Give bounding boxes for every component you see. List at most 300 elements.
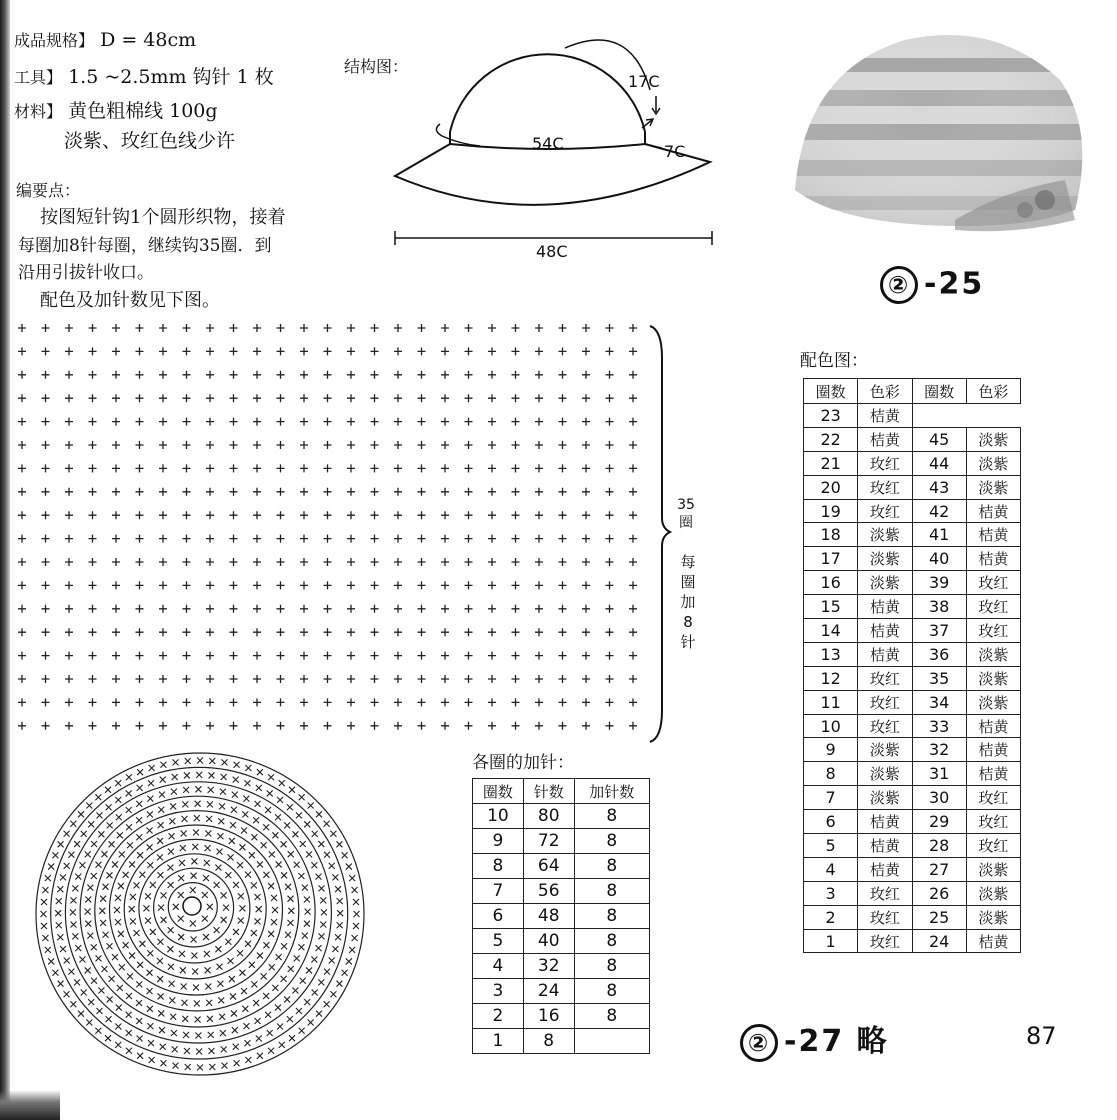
stitch-mark <box>277 371 285 379</box>
stitch-mark <box>136 488 144 496</box>
stitch-mark <box>277 511 285 519</box>
stitch-mark <box>206 1000 212 1006</box>
stitch-mark <box>101 851 107 857</box>
table-row <box>804 571 1021 595</box>
stitch-mark <box>394 698 402 706</box>
increase-table <box>472 778 650 1054</box>
cell: 淡紫 <box>966 666 1020 690</box>
stitch-mark <box>234 762 240 768</box>
stitch-mark <box>136 324 144 332</box>
stitch-mark <box>277 418 285 426</box>
stitch-mark <box>606 347 614 355</box>
stitch-mark <box>230 675 238 683</box>
stitch-mark <box>48 958 54 964</box>
stitch-mark <box>245 1057 251 1063</box>
stitch-mark <box>441 347 449 355</box>
cell: 桔黄 <box>966 929 1020 953</box>
stitch-mark <box>441 464 449 472</box>
stitch-mark <box>204 860 210 866</box>
table-row <box>804 834 1021 858</box>
stitch-mark <box>89 722 97 730</box>
stitch-mark <box>65 628 73 636</box>
stitch-mark <box>42 558 50 566</box>
stitch-mark <box>178 934 184 940</box>
stitch-mark <box>277 698 285 706</box>
stitch-mark <box>281 841 287 847</box>
stitch-mark <box>106 1016 112 1022</box>
stitch-mark <box>89 464 97 472</box>
cell: 13 <box>804 642 858 666</box>
cell: 5 <box>804 834 858 858</box>
stitch-mark <box>244 780 250 786</box>
cell: 10 <box>804 714 858 738</box>
stitch-mark <box>253 652 261 660</box>
stitch-mark <box>315 874 321 880</box>
stitch-mark <box>277 652 285 660</box>
stitch-mark <box>302 885 308 891</box>
stitch-mark <box>89 605 97 613</box>
stitch-mark <box>18 652 26 660</box>
stitch-mark <box>208 787 214 793</box>
stitch-mark <box>257 861 263 867</box>
stitch-mark <box>225 939 231 945</box>
stitch-mark <box>347 675 355 683</box>
stitch-mark <box>245 872 251 878</box>
stitch-mark <box>183 698 191 706</box>
stitch-mark <box>535 652 543 660</box>
stitch-mark <box>136 1000 142 1006</box>
stitch-mark <box>88 821 94 827</box>
stitch-mark <box>629 347 637 355</box>
stitch-mark <box>119 851 125 857</box>
cell: 26 <box>912 881 966 905</box>
round-line <box>154 868 234 947</box>
stitch-mark <box>239 970 245 976</box>
stitch-mark <box>85 967 91 973</box>
stitch-mark <box>371 324 379 332</box>
stitch-mark <box>159 652 167 660</box>
stitch-mark <box>394 652 402 660</box>
stitch-mark <box>268 883 274 889</box>
stitch-mark <box>535 698 543 706</box>
stitch-mark <box>126 993 132 999</box>
stitch-mark <box>582 371 590 379</box>
stitch-mark <box>181 984 187 990</box>
stitch-mark <box>629 698 637 706</box>
stitch-mark <box>85 897 91 903</box>
stitch-mark <box>287 920 293 926</box>
stitch-mark <box>629 722 637 730</box>
stitch-mark <box>512 464 520 472</box>
stitch-mark <box>206 347 214 355</box>
stitch-mark <box>106 804 112 810</box>
stitch-mark <box>129 861 135 867</box>
stitch-mark <box>337 898 343 904</box>
stitch-mark <box>183 535 191 543</box>
stitch-mark <box>112 511 120 519</box>
stitch-mark <box>159 581 167 589</box>
stitch-mark <box>559 324 567 332</box>
stitch-mark <box>535 535 543 543</box>
stitch-mark <box>183 675 191 683</box>
cell: 8 <box>574 929 649 954</box>
stitch-mark <box>488 371 496 379</box>
stitch-mark <box>173 759 179 765</box>
stitch-mark <box>324 698 332 706</box>
stitch-mark <box>324 488 332 496</box>
stitch-mark <box>196 772 202 778</box>
stitch-mark <box>126 1048 132 1054</box>
stitch-mark <box>18 371 26 379</box>
stitch-mark <box>18 324 26 332</box>
notes-title: 编要点： <box>16 181 81 200</box>
stitch-mark <box>230 993 236 999</box>
stitch-mark <box>237 862 243 868</box>
stitch-mark <box>320 921 326 927</box>
stitch-mark <box>465 698 473 706</box>
table-row <box>804 881 1021 905</box>
stitch-mark <box>136 675 144 683</box>
cell: 2 <box>473 1004 524 1029</box>
stitch-mark <box>488 535 496 543</box>
stitch-mark <box>136 347 144 355</box>
stitch-mark <box>441 371 449 379</box>
stitch-mark <box>206 371 214 379</box>
stitch-mark <box>220 1030 226 1036</box>
stitch-mark <box>582 652 590 660</box>
stitch-mark <box>136 464 144 472</box>
stitch-mark <box>74 841 80 847</box>
stitch-mark <box>371 371 379 379</box>
stitch-mark <box>465 675 473 683</box>
stitch-mark <box>418 488 426 496</box>
stitch-mark <box>441 605 449 613</box>
stitch-mark <box>347 722 355 730</box>
cell: 8 <box>574 854 649 879</box>
cell: 桔黄 <box>966 523 1020 547</box>
stitch-mark <box>65 605 73 613</box>
stitch-mark <box>337 910 343 916</box>
stitch-mark <box>253 441 261 449</box>
stitch-mark <box>465 418 473 426</box>
notes-line-4: 配色及加针数见下图。 <box>40 290 220 311</box>
stitch-mark <box>535 581 543 589</box>
stitch-mark <box>535 324 543 332</box>
increase-note: 每圈加8针 <box>680 553 696 651</box>
stitch-mark <box>96 1008 102 1014</box>
stitch-mark <box>217 833 223 839</box>
table-row <box>473 854 650 879</box>
stitch-mark <box>304 897 310 903</box>
stitch-mark <box>196 1049 202 1055</box>
stitch-mark <box>116 1005 122 1011</box>
stitch-mark <box>18 581 26 589</box>
stitch-mark <box>300 978 306 984</box>
stitch-mark <box>559 441 567 449</box>
stitch-mark <box>241 988 247 994</box>
stitch-mark <box>112 371 120 379</box>
stitch-mark <box>230 488 238 496</box>
stitch-mark <box>126 774 132 780</box>
stitch-mark <box>230 324 238 332</box>
stitch-mark <box>253 675 261 683</box>
stitch-mark <box>230 511 238 519</box>
stitch-mark <box>183 787 189 793</box>
stitch-mark <box>582 605 590 613</box>
stitch-mark <box>91 978 97 984</box>
stitch-mark <box>629 558 637 566</box>
stitch-mark <box>88 999 94 1005</box>
stitch-mark <box>207 904 213 910</box>
stitch-mark <box>42 441 50 449</box>
stitch-mark <box>139 872 145 878</box>
stitch-mark <box>42 605 50 613</box>
stitch-mark <box>181 816 187 822</box>
stitch-mark <box>324 581 332 589</box>
stitch-mark <box>86 1020 92 1026</box>
cell: 桔黄 <box>858 834 912 858</box>
stitch-mark <box>304 999 310 1005</box>
stitch-mark <box>559 675 567 683</box>
stitch-mark <box>192 969 198 975</box>
stitch-mark <box>300 722 308 730</box>
stitch-mark <box>465 347 473 355</box>
cell: 25 <box>912 905 966 929</box>
color-header-rounds-2: 圈数 <box>912 379 966 404</box>
stitch-mark <box>371 652 379 660</box>
stitch-mark <box>265 807 271 813</box>
stitch-mark <box>271 919 277 925</box>
stitch-mark <box>130 918 136 924</box>
stitch-mark <box>606 488 614 496</box>
stitch-mark <box>324 821 330 827</box>
stitch-mark <box>159 605 167 613</box>
stitch-mark <box>136 581 144 589</box>
stitch-mark <box>157 939 163 945</box>
table-row <box>804 810 1021 834</box>
stitch-mark <box>239 905 245 911</box>
stitch-mark <box>136 981 142 987</box>
stitch-mark <box>137 785 143 791</box>
stitch-mark <box>107 822 113 828</box>
stitch-mark <box>65 394 73 402</box>
cell: 淡紫 <box>858 571 912 595</box>
stitch-mark <box>202 892 208 898</box>
stitch-mark <box>441 394 449 402</box>
stitch-mark <box>65 558 73 566</box>
stitch-mark <box>330 991 336 997</box>
stitch-mark <box>353 923 359 929</box>
stitch-mark <box>85 921 91 927</box>
stitch-mark <box>105 1035 111 1041</box>
stitch-mark <box>253 817 259 823</box>
cell: 36 <box>912 642 966 666</box>
stitch-mark <box>72 933 78 939</box>
stitch-mark <box>119 964 125 970</box>
stitch-mark <box>347 347 355 355</box>
stitch-mark <box>193 985 199 991</box>
stitch-mark <box>337 922 343 928</box>
stitch-mark <box>465 441 473 449</box>
stitch-mark <box>267 1030 273 1036</box>
stitch-mark <box>606 581 614 589</box>
stitch-mark <box>114 907 120 913</box>
cell: 64 <box>523 854 574 879</box>
stitch-mark <box>136 628 144 636</box>
stitch-mark <box>294 955 300 961</box>
table-row <box>804 666 1021 690</box>
stitch-mark <box>371 488 379 496</box>
stitch-mark <box>159 698 167 706</box>
stitch-mark <box>272 832 278 838</box>
cell: 玫红 <box>858 714 912 738</box>
stitch-mark <box>168 882 174 888</box>
stitch-mark <box>232 1027 238 1033</box>
cell: 8 <box>574 804 649 829</box>
stitch-mark <box>42 675 50 683</box>
stitch-mark <box>488 581 496 589</box>
stitch-mark <box>245 765 251 771</box>
stitch-mark <box>206 464 214 472</box>
stitch-mark <box>332 946 338 952</box>
stitch-mark <box>465 394 473 402</box>
stitch-mark <box>488 441 496 449</box>
cell: 28 <box>912 834 966 858</box>
stitch-mark <box>191 873 197 879</box>
stitch-mark <box>79 862 85 868</box>
stitch-mark <box>107 996 113 1002</box>
stitch-mark <box>95 794 101 800</box>
stitch-mark <box>75 874 81 880</box>
stitch-mark <box>300 841 306 847</box>
stitch-mark <box>64 958 70 964</box>
stitch-mark <box>178 916 184 922</box>
stitch-mark <box>298 873 304 879</box>
stitch-mark <box>488 394 496 402</box>
stitch-mark <box>277 722 285 730</box>
stitch-mark <box>582 558 590 566</box>
stitch-mark <box>465 558 473 566</box>
cell: 3 <box>473 979 524 1004</box>
stitch-mark <box>105 787 111 793</box>
stitch-mark <box>117 985 123 991</box>
stitch-mark <box>168 927 174 933</box>
stitch-mark <box>371 347 379 355</box>
stitch-mark <box>171 1030 177 1036</box>
stitch-mark <box>324 722 332 730</box>
stitch-mark <box>197 758 203 764</box>
stitch-mark <box>269 964 275 970</box>
stitch-mark <box>559 464 567 472</box>
stitch-mark <box>321 909 327 915</box>
stitch-mark <box>115 919 121 925</box>
stitch-mark <box>253 698 261 706</box>
stitch-mark <box>160 777 166 783</box>
stitch-mark <box>324 652 332 660</box>
stitch-mark <box>394 511 402 519</box>
table-row <box>804 714 1021 738</box>
stitch-mark <box>160 762 166 768</box>
stitch-mark <box>171 789 177 795</box>
round-line <box>95 811 299 1011</box>
stitch-mark <box>217 849 223 855</box>
stitch-mark <box>89 441 97 449</box>
stitch-mark <box>183 1032 189 1038</box>
stitch-mark <box>441 581 449 589</box>
stitch-mark <box>277 488 285 496</box>
stitch-mark <box>103 884 109 890</box>
stitch-mark <box>65 652 73 660</box>
stitch-mark <box>465 535 473 543</box>
stitch-mark <box>318 979 324 985</box>
stitch-mark <box>219 1014 225 1020</box>
cell: 11 <box>804 690 858 714</box>
stitch-mark <box>206 558 214 566</box>
stitch-mark <box>488 464 496 472</box>
cell: 14 <box>804 619 858 643</box>
stitch-mark <box>253 535 261 543</box>
stitch-mark <box>306 851 312 857</box>
stitch-mark <box>268 774 274 780</box>
cell: 玫红 <box>966 834 1020 858</box>
stitch-mark <box>185 1064 191 1070</box>
stitch-mark <box>159 628 167 636</box>
stitch-mark <box>161 892 167 898</box>
round-line <box>110 825 283 995</box>
table-row <box>473 829 650 854</box>
stitch-mark <box>287 1016 293 1022</box>
stitch-mark <box>257 769 263 775</box>
stitch-mark <box>324 628 332 636</box>
stitch-mark <box>205 984 211 990</box>
stitch-mark <box>318 885 324 891</box>
stitch-mark <box>300 628 308 636</box>
stitch-mark <box>206 605 214 613</box>
stitch-mark <box>205 830 211 836</box>
stitch-mark <box>312 831 318 837</box>
stitch-mark <box>71 921 77 927</box>
stitch-mark <box>126 790 132 796</box>
stitch-mark <box>312 990 318 996</box>
stitch-mark <box>512 511 520 519</box>
stitch-mark <box>559 628 567 636</box>
cell: 8 <box>574 904 649 929</box>
stitch-mark <box>349 875 355 881</box>
cell: 31 <box>912 762 966 786</box>
stitch-mark <box>230 418 238 426</box>
stitch-mark <box>629 441 637 449</box>
spec-tools: 工具】 1.5 ~2.5mm 钩针 1 枚 <box>14 66 274 88</box>
stitch-mark <box>276 861 282 867</box>
stitch-mark <box>238 918 244 924</box>
stitch-mark <box>308 802 314 808</box>
stitch-mark <box>418 347 426 355</box>
stitch-mark <box>136 698 144 706</box>
table-row <box>804 499 1021 523</box>
stitch-mark <box>277 558 285 566</box>
stitch-mark <box>183 511 191 519</box>
stitch-mark <box>68 852 74 858</box>
stitch-mark <box>559 394 567 402</box>
stitch-mark <box>629 464 637 472</box>
stitch-mark <box>347 441 355 449</box>
stitch-mark <box>347 581 355 589</box>
stitch-mark <box>253 581 261 589</box>
stitch-mark <box>65 511 73 519</box>
stitch-mark <box>394 371 402 379</box>
stitch-mark <box>253 324 261 332</box>
stitch-mark <box>582 488 590 496</box>
